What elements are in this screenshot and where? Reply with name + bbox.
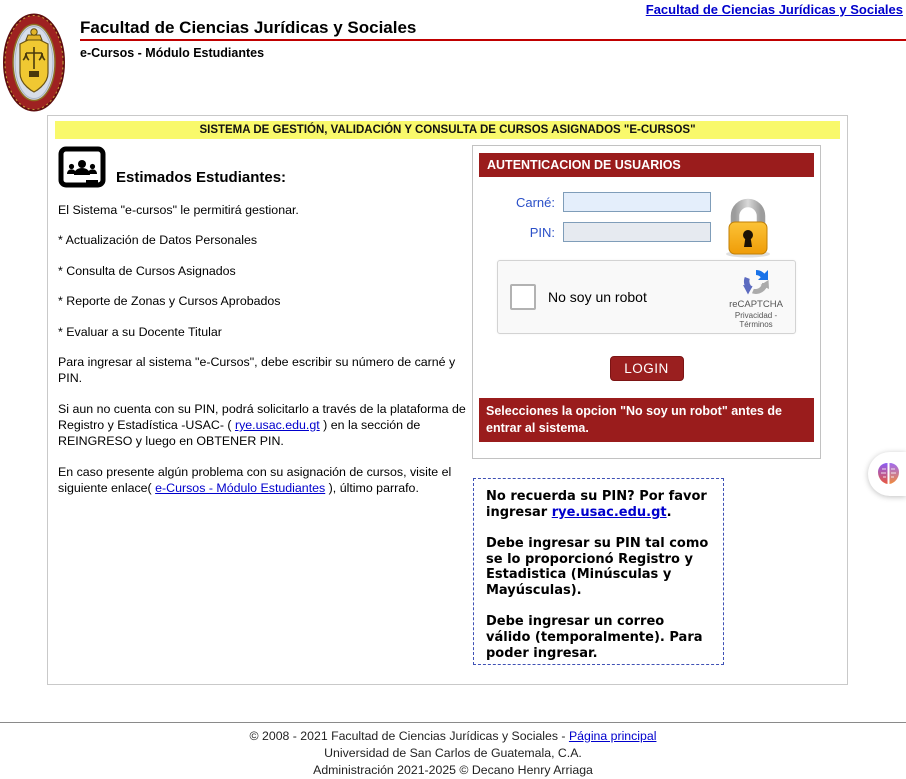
padlock-icon	[721, 194, 775, 258]
main-content-box	[47, 115, 848, 685]
footer-admin-line: Administración 2021-2025 © Decano Henry Arriaga	[313, 762, 593, 777]
intro-login-instructions: Para ingresar al sistema "e-Cursos", debe escribir su número de carné y PIN.	[58, 354, 456, 386]
notice-rye-link[interactable]: rye.usac.edu.gt	[551, 504, 667, 520]
system-banner: SISTEMA DE GESTIÓN, VALIDACIÓN Y CONSULTA DE CURSOS ASIGNADOS "E-CURSOS"	[55, 121, 840, 139]
notice-valid-email: Debe ingresar un correo válido (temporalmente). Para poder ingresar.	[486, 614, 703, 661]
intro-problem-instructions: En caso presente algún problema con su asignación de cursos, visite el siguiente enlace( e-Cursos - Módulo Estudiantes ), último parrafo.	[58, 464, 452, 496]
faculty-seal-logo	[3, 13, 65, 112]
recaptcha-icon	[740, 266, 772, 298]
recaptcha-widget	[497, 260, 796, 334]
intro-item: * Consulta de Cursos Asignados	[58, 263, 236, 278]
footer-home-link[interactable]: Página principal	[568, 729, 657, 743]
carne-label: Carné:	[515, 194, 555, 210]
auth-panel-title: AUTENTICACION DE USUARIOS	[479, 153, 814, 177]
footer-copyright-line: © 2008 - 2021 Facultad de Ciencias Jurídicas y Sociales - Página principal	[249, 729, 657, 743]
login-button[interactable]: LOGIN	[610, 356, 684, 381]
intro-item: * Reporte de Zonas y Cursos Aprobados	[58, 294, 281, 309]
recaptcha-label: No soy un robot	[548, 289, 647, 305]
carne-input[interactable]	[563, 192, 711, 212]
footer	[0, 722, 906, 779]
intro-lead: El Sistema "e-cursos" le permitirá gestionar.	[58, 203, 299, 217]
ecursos-modulo-link[interactable]: e-Cursos - Módulo Estudiantes	[155, 481, 326, 496]
intro-heading: Estimados Estudiantes:	[116, 169, 287, 186]
brain-icon	[875, 461, 902, 487]
intro-item: * Evaluar a su Docente Titular	[58, 324, 222, 339]
notice-pin-case: Debe ingresar su PIN tal como se lo proporcionó Registro y Estadistica (Minúsculas y Mayúsculas).	[486, 535, 709, 599]
rye-usac-link[interactable]: rye.usac.edu.gt	[234, 418, 320, 432]
intro-pin-instructions: Si aun no cuenta con su PIN, podrá solicitarlo a través de la plataforma de Registro y Estadística -USAC- ( rye.usac.edu.gt ) en la sección de REINGRESO y luego en OBTENER PIN.	[58, 401, 466, 449]
header-divider	[80, 39, 906, 41]
top-right-faculty-link[interactable]: Facultad de Ciencias Jurídicas y Sociales	[645, 2, 903, 17]
intro-column	[58, 146, 470, 497]
intro-item: * Actualización de Datos Personales	[58, 233, 258, 248]
robot-warning: Selecciones la opcion "No soy un robot" antes de entrar al sistema.	[479, 398, 814, 442]
recaptcha-checkbox[interactable]	[510, 284, 536, 310]
floating-assistant-widget[interactable]	[868, 452, 906, 496]
auth-panel	[472, 145, 821, 459]
pin-label: PIN:	[529, 224, 555, 240]
notice-pin-recovery: No recuerda su PIN? Por favor ingresar rye.usac.edu.gt.	[486, 489, 707, 520]
pin-input[interactable]	[563, 222, 711, 242]
page-title: Facultad de Ciencias Jurídicas y Sociales	[80, 18, 417, 37]
recaptcha-brand: reCAPTCHA	[729, 298, 783, 310]
classroom-icon	[58, 146, 106, 188]
pin-notice-box	[473, 478, 724, 665]
page-subtitle: e-Cursos - Módulo Estudiantes	[80, 46, 265, 60]
footer-university-line: Universidad de San Carlos de Guatemala, C.A.	[324, 745, 582, 760]
recaptcha-privacy-terms[interactable]: Privacidad - Términos	[734, 310, 778, 329]
